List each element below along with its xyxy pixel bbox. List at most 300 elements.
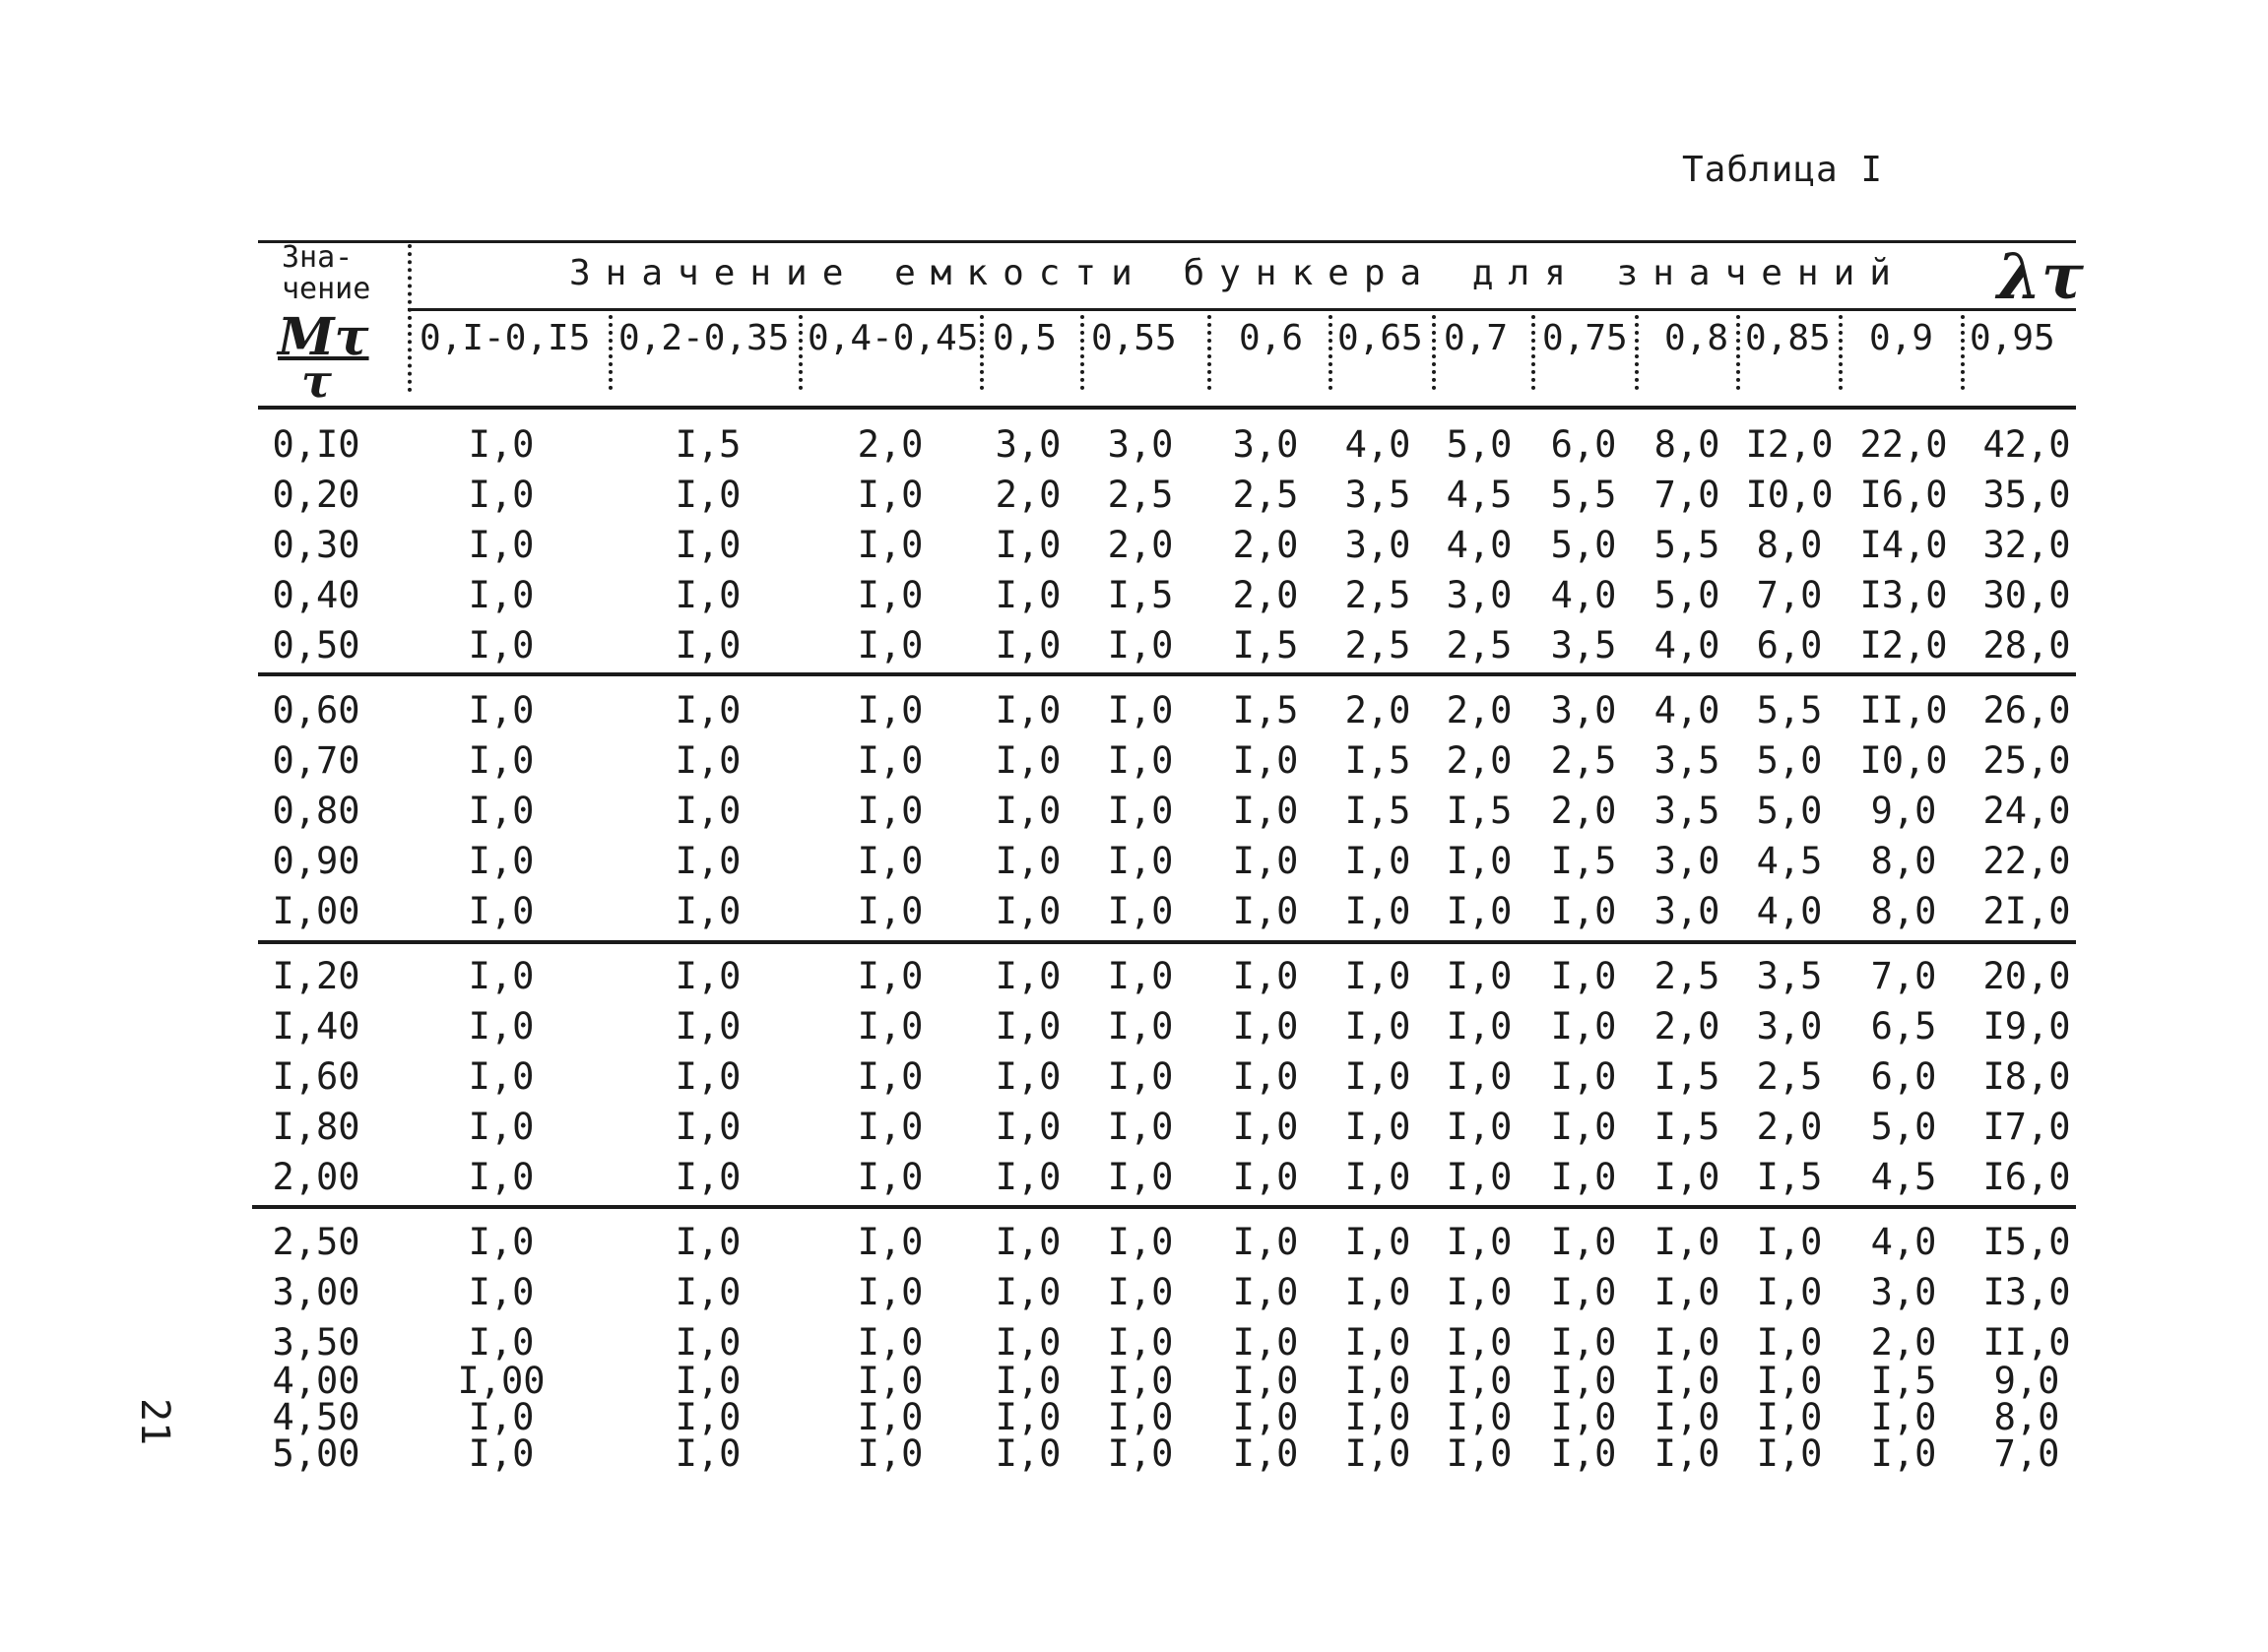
table-cell: 3,0 (1344, 524, 1411, 566)
table-cell: I6,0 (1982, 1156, 2071, 1198)
row-mt-value: 0,50 (272, 624, 360, 667)
table-cell: I2,0 (1745, 423, 1834, 466)
table-cell: I,5 (675, 423, 742, 466)
table-cell: 5,5 (1756, 689, 1823, 731)
table-cell: I,0 (1653, 1360, 1720, 1402)
table-cell: I,0 (1446, 1360, 1513, 1402)
table-cell: I,0 (1446, 955, 1513, 997)
table-cell: I,0 (468, 840, 535, 882)
table-cell: I,0 (468, 1055, 535, 1098)
table-cell: I,0 (1446, 1271, 1513, 1313)
table-cell: I,0 (1550, 1321, 1617, 1364)
table-cell: I,0 (1107, 1221, 1174, 1263)
table-cell: I,5 (1107, 574, 1174, 616)
table-cell: 2,5 (1344, 574, 1411, 616)
table-cell: 2,0 (995, 474, 1062, 516)
table-cell: I,0 (1344, 1055, 1411, 1098)
table-group-1 (258, 419, 2088, 670)
table-cell: I,5 (1653, 1106, 1720, 1148)
column-header-4: 0,5 (993, 318, 1058, 358)
row-mt-value: I,40 (272, 1005, 360, 1048)
table-row (258, 886, 2088, 936)
table-cell: 3,0 (1232, 423, 1299, 466)
table-cell: I,0 (1344, 840, 1411, 882)
table-cell: I,0 (1232, 1360, 1299, 1402)
table-cell: I3,0 (1982, 1271, 2071, 1313)
row-mt-value: 4,50 (272, 1396, 360, 1438)
table-cell: I,0 (1344, 1005, 1411, 1048)
table-row (258, 520, 2088, 570)
table-cell: I,0 (1232, 1221, 1299, 1263)
table-cell: I,0 (1446, 1221, 1513, 1263)
table-cell: I,0 (857, 790, 924, 832)
table-cell: I,5 (1344, 790, 1411, 832)
table-cell: 5,5 (1550, 474, 1617, 516)
table-cell: I,0 (1344, 1156, 1411, 1198)
table-cell: I,0 (1550, 1432, 1617, 1475)
table-row (258, 1102, 2088, 1152)
table-cell: II,0 (1859, 689, 1948, 731)
table-cell: 2,0 (1550, 790, 1617, 832)
table-group-2 (258, 685, 2088, 936)
table-cell: 2,0 (1653, 1005, 1720, 1048)
table-cell: 2,0 (1446, 739, 1513, 782)
table-cell: I,5 (1232, 624, 1299, 667)
table-cell: I,0 (1446, 1396, 1513, 1438)
row-mt-value: 0,20 (272, 474, 360, 516)
column-header-8: 0,7 (1444, 318, 1509, 358)
table-cell: I2,0 (1859, 624, 1948, 667)
table-cell: I,0 (1107, 1432, 1174, 1475)
table-cell: 3,0 (1756, 1005, 1823, 1048)
table-cell: I,0 (1446, 1156, 1513, 1198)
table-cell: 8,0 (1653, 423, 1720, 466)
column-header-11: 0,85 (1745, 318, 1831, 358)
table-cell: I,0 (857, 574, 924, 616)
table-cell: I,0 (995, 1360, 1062, 1402)
table-cell: 2,0 (1232, 524, 1299, 566)
table-cell: I,0 (857, 890, 924, 932)
table-cell: 4,0 (1653, 624, 1720, 667)
table-cell: I,0 (1870, 1396, 1937, 1438)
header-divider-5 (1207, 315, 1215, 390)
column-header-12: 0,9 (1869, 318, 1934, 358)
table-cell: I,0 (468, 1156, 535, 1198)
table-cell: I,0 (1653, 1221, 1720, 1263)
table-cell: I,0 (1653, 1321, 1720, 1364)
table-cell: I,0 (1550, 1221, 1617, 1263)
table-cell: I,0 (675, 1396, 742, 1438)
row-mt-value: 0,70 (272, 739, 360, 782)
table-cell: I,0 (468, 1221, 535, 1263)
table-cell: I,0 (995, 840, 1062, 882)
header-divider-6 (1328, 315, 1336, 390)
row-header-symbol-denominator: τ (301, 354, 332, 408)
table-cell: I,0 (1344, 1360, 1411, 1402)
table-cell: I,0 (675, 1005, 742, 1048)
table-cell: 3,0 (1107, 423, 1174, 466)
table-row (258, 836, 2088, 886)
table-cell: I,5 (1870, 1360, 1937, 1402)
table-cell: I,0 (1107, 790, 1174, 832)
table-cell: 4,0 (1653, 689, 1720, 731)
table-cell: I0,0 (1745, 474, 1834, 516)
table-cell: I,0 (468, 890, 535, 932)
table-row (258, 951, 2088, 1001)
header-divider-rowhead (408, 244, 416, 392)
table-cell: I,0 (468, 739, 535, 782)
header-divider-8 (1531, 315, 1539, 390)
header-divider-11 (1839, 315, 1847, 390)
table-cell: 5,0 (1870, 1106, 1937, 1148)
table-cell: I,0 (1107, 1005, 1174, 1048)
table-cell: 2,0 (1344, 689, 1411, 731)
row-mt-value: 4,00 (272, 1360, 360, 1402)
table-cell: I,0 (1344, 1106, 1411, 1148)
table-cell: I,0 (995, 1005, 1062, 1048)
table-cell: 5,0 (1756, 739, 1823, 782)
table-cell: I,0 (1232, 1396, 1299, 1438)
table-cell: I,0 (468, 474, 535, 516)
table-cell: 5,0 (1653, 574, 1720, 616)
table-cell: I,0 (1344, 1432, 1411, 1475)
table-cell: I,0 (1446, 840, 1513, 882)
header-divider-9 (1635, 315, 1643, 390)
table-cell: 7,0 (1653, 474, 1720, 516)
table-cell: I4,0 (1859, 524, 1948, 566)
table-cell: I,00 (457, 1360, 546, 1402)
table-cell: I,0 (1550, 1156, 1617, 1198)
table-cell: I,0 (1550, 955, 1617, 997)
table-row (258, 1363, 2088, 1399)
table-cell: I,0 (1232, 1321, 1299, 1364)
table-cell: 3,0 (995, 423, 1062, 466)
table-cell: I,0 (675, 474, 742, 516)
column-header-7: 0,65 (1337, 318, 1423, 358)
table-cell: I,0 (1232, 739, 1299, 782)
table-cell: I,0 (1107, 840, 1174, 882)
table-cell: I,0 (1653, 1396, 1720, 1438)
header-title-symbol: λτ (1997, 240, 2084, 314)
table-cell: I,0 (995, 739, 1062, 782)
table-cell: I,0 (675, 1321, 742, 1364)
table-cell: I,0 (1107, 1396, 1174, 1438)
table-cell: I8,0 (1982, 1055, 2071, 1098)
table-cell: I7,0 (1982, 1106, 2071, 1148)
table-cell: 2,5 (1344, 624, 1411, 667)
header-divider-7 (1432, 315, 1440, 390)
table-cell: I,0 (1550, 890, 1617, 932)
table-cell: I,0 (1344, 1271, 1411, 1313)
table-cell: 30,0 (1982, 574, 2071, 616)
table-cell: I,0 (675, 1271, 742, 1313)
table-cell: I,0 (1550, 1271, 1617, 1313)
table-row (258, 1051, 2088, 1102)
row-mt-value: I,60 (272, 1055, 360, 1098)
table-cell: 9,0 (1993, 1360, 2060, 1402)
table-cell: II,0 (1982, 1321, 2071, 1364)
table-row (258, 1001, 2088, 1051)
table-cell: I,0 (857, 955, 924, 997)
table-cell: I,0 (1232, 890, 1299, 932)
group-separator-2 (258, 940, 2076, 944)
table-cell: I,0 (857, 1321, 924, 1364)
table-cell: 4,0 (1756, 890, 1823, 932)
table-cell: 42,0 (1982, 423, 2071, 466)
row-header-label (282, 242, 390, 305)
table-cell: I,0 (675, 739, 742, 782)
row-mt-value: 5,00 (272, 1432, 360, 1475)
table-cell: 35,0 (1982, 474, 2071, 516)
table-cell: I,0 (1756, 1432, 1823, 1475)
column-header-9: 0,75 (1542, 318, 1628, 358)
table-cell: I,0 (1756, 1271, 1823, 1313)
table-cell: I,0 (1107, 1360, 1174, 1402)
table-cell: I,0 (995, 624, 1062, 667)
table-cell: I,0 (1232, 1106, 1299, 1148)
table-cell: 6,5 (1870, 1005, 1937, 1048)
table-cell: I,0 (1232, 1005, 1299, 1048)
table-cell: 6,0 (1870, 1055, 1937, 1098)
table-cell: 8,0 (1870, 840, 1937, 882)
table-cell: 28,0 (1982, 624, 2071, 667)
table-cell: I,0 (1446, 1055, 1513, 1098)
table-cell: I,0 (1446, 1321, 1513, 1364)
table-cell: 24,0 (1982, 790, 2071, 832)
table-cell: 9,0 (1870, 790, 1937, 832)
table-cell: 7,0 (1870, 955, 1937, 997)
table-cell: I,0 (1232, 1055, 1299, 1098)
table-cell: I,0 (675, 624, 742, 667)
header-divider-12 (1961, 315, 1969, 390)
table-cell: I,0 (468, 574, 535, 616)
row-mt-value: I,00 (272, 890, 360, 932)
table-cell: I,0 (675, 790, 742, 832)
table-cell: 5,0 (1756, 790, 1823, 832)
group-separator-1 (258, 672, 2076, 676)
row-header-symbol-numerator: Mτ (278, 307, 369, 367)
row-mt-value: I,20 (272, 955, 360, 997)
table-cell: I,0 (1344, 1321, 1411, 1364)
table-cell: I,0 (1550, 1055, 1617, 1098)
table-cell: 3,0 (1550, 689, 1617, 731)
table-cell: 8,0 (1870, 890, 1937, 932)
table-cell: 2,0 (1870, 1321, 1937, 1364)
column-header-10: 0,8 (1664, 318, 1729, 358)
table-cell: I,0 (1446, 1106, 1513, 1148)
table-cell: I,0 (675, 1360, 742, 1402)
table-cell: I,0 (1344, 890, 1411, 932)
table-group-3 (258, 951, 2088, 1202)
table-cell: I,0 (995, 1221, 1062, 1263)
table-cell: 2,5 (1446, 624, 1513, 667)
page-number: 21 (132, 1398, 177, 1446)
table-cell: I,0 (675, 955, 742, 997)
table-cell: I,0 (995, 955, 1062, 997)
header-divider-1 (609, 315, 616, 390)
table-cell: I,0 (1107, 689, 1174, 731)
table-cell: I,0 (857, 1106, 924, 1148)
table-cell: I,0 (995, 1055, 1062, 1098)
table-cell: 22,0 (1982, 840, 2071, 882)
table-cell: I,0 (857, 1221, 924, 1263)
table-caption: Таблица I (1682, 150, 1884, 190)
row-header-label-line1: Зна- (282, 240, 354, 275)
row-header-label-line2: чение (282, 272, 371, 306)
table-cell: I,0 (1756, 1396, 1823, 1438)
table-cell: 4,0 (1550, 574, 1617, 616)
table-cell: I,0 (468, 423, 535, 466)
table-cell: 2I,0 (1982, 890, 2071, 932)
table-cell: I,0 (995, 524, 1062, 566)
table-cell: I,0 (1344, 1396, 1411, 1438)
header-divider-2 (799, 315, 807, 390)
table-cell: I,0 (468, 790, 535, 832)
table-cell: 3,5 (1756, 955, 1823, 997)
table-cell: I,0 (675, 890, 742, 932)
table-cell: I,0 (675, 1432, 742, 1475)
table-cell: I,0 (675, 689, 742, 731)
table-cell: I,0 (675, 840, 742, 882)
table-cell: I,5 (1446, 790, 1513, 832)
table-cell: 25,0 (1982, 739, 2071, 782)
table-cell: I,0 (857, 1432, 924, 1475)
table-cell: 4,0 (1870, 1221, 1937, 1263)
table-cell: I,0 (468, 624, 535, 667)
table-cell: I,0 (857, 524, 924, 566)
row-mt-value: 0,80 (272, 790, 360, 832)
row-mt-value: 3,00 (272, 1271, 360, 1313)
table-cell: 4,0 (1446, 524, 1513, 566)
table-cell: I,0 (995, 1396, 1062, 1438)
table-cell: I,0 (857, 840, 924, 882)
table-cell: I,0 (1653, 1156, 1720, 1198)
table-cell: 5,0 (1550, 524, 1617, 566)
table-cell: I,0 (1550, 1360, 1617, 1402)
table-cell: I,0 (1232, 790, 1299, 832)
table-cell: I,0 (1107, 739, 1174, 782)
table-cell: I,0 (857, 624, 924, 667)
table-cell: 2,0 (1446, 689, 1513, 731)
table-cell: I,0 (1446, 890, 1513, 932)
table-row (258, 1435, 2088, 1472)
table-cell: I,0 (1107, 955, 1174, 997)
group-separator-3 (252, 1205, 2076, 1209)
table-cell: 20,0 (1982, 955, 2071, 997)
column-header-2: 0,2-0,35 (618, 318, 790, 358)
table-cell: I,0 (1756, 1360, 1823, 1402)
table-cell: I,0 (995, 790, 1062, 832)
table-cell: 2,0 (1756, 1106, 1823, 1148)
table-cell: 3,0 (1653, 890, 1720, 932)
table-cell: I,0 (675, 1156, 742, 1198)
table-cell: I,0 (1107, 890, 1174, 932)
table-cell: 2,0 (857, 423, 924, 466)
table-cell: I,0 (995, 1321, 1062, 1364)
table-cell: I,0 (1550, 1396, 1617, 1438)
title-underline-rule (408, 308, 2076, 311)
table-cell: I,0 (857, 1271, 924, 1313)
table-cell: I,0 (1653, 1271, 1720, 1313)
row-mt-value: 0,60 (272, 689, 360, 731)
row-mt-value: I,80 (272, 1106, 360, 1148)
table-cell: 2,5 (1550, 739, 1617, 782)
table-cell: I,0 (995, 1156, 1062, 1198)
table-cell: I,0 (468, 955, 535, 997)
table-cell: 8,0 (1993, 1396, 2060, 1438)
table-cell: 8,0 (1756, 524, 1823, 566)
table-cell: 2,5 (1232, 474, 1299, 516)
table-row (258, 1399, 2088, 1435)
table-cell: 26,0 (1982, 689, 2071, 731)
table-top-rule (258, 240, 2076, 243)
table-cell: 4,5 (1870, 1156, 1937, 1198)
table-cell: 3,5 (1550, 624, 1617, 667)
table-cell: 4,0 (1344, 423, 1411, 466)
table-cell: I,0 (1344, 1221, 1411, 1263)
table-cell: I,0 (1107, 1321, 1174, 1364)
table-cell: 2,0 (1107, 524, 1174, 566)
table-cell: I9,0 (1982, 1005, 2071, 1048)
table-cell: I,0 (1446, 1005, 1513, 1048)
table-cell: 2,5 (1107, 474, 1174, 516)
table-cell: I,0 (857, 1156, 924, 1198)
table-cell: I,0 (995, 1106, 1062, 1148)
table-cell: I,0 (857, 1005, 924, 1048)
table-cell: 3,0 (1870, 1271, 1937, 1313)
table-cell: I,0 (1107, 1106, 1174, 1148)
column-header-6: 0,6 (1239, 318, 1304, 358)
table-cell: 5,0 (1446, 423, 1513, 466)
table-row (258, 470, 2088, 520)
table-cell: 4,5 (1446, 474, 1513, 516)
table-row (258, 685, 2088, 735)
table-cell: I,0 (675, 1106, 742, 1148)
row-mt-value: 0,40 (272, 574, 360, 616)
table-cell: 2,5 (1653, 955, 1720, 997)
table-cell: I,0 (995, 890, 1062, 932)
table-cell: 2,5 (1756, 1055, 1823, 1098)
table-cell: I,0 (468, 1005, 535, 1048)
row-mt-value: 0,I0 (272, 423, 360, 466)
table-cell: I3,0 (1859, 574, 1948, 616)
table-cell: I,0 (1232, 1271, 1299, 1313)
table-cell: I,0 (857, 1360, 924, 1402)
table-cell: I,0 (1107, 1055, 1174, 1098)
table-cell: I,0 (1550, 1106, 1617, 1148)
row-mt-value: 0,30 (272, 524, 360, 566)
table-cell: I,0 (1232, 840, 1299, 882)
table-cell: 3,0 (1446, 574, 1513, 616)
table-cell: 2,0 (1232, 574, 1299, 616)
table-cell: I,0 (857, 739, 924, 782)
table-row (258, 1267, 2088, 1317)
table-row (258, 786, 2088, 836)
table-cell: 3,0 (1653, 840, 1720, 882)
table-cell: I,5 (1232, 689, 1299, 731)
table-cell: I,0 (468, 1396, 535, 1438)
table-cell: I,0 (675, 1055, 742, 1098)
table-row (258, 620, 2088, 670)
table-cell: I,0 (675, 1221, 742, 1263)
table-cell: I,5 (1756, 1156, 1823, 1198)
table-cell: I,0 (1107, 1156, 1174, 1198)
table-cell: I,0 (995, 1271, 1062, 1313)
table-cell: I,0 (468, 1432, 535, 1475)
column-header-5: 0,55 (1091, 318, 1177, 358)
table-cell: I0,0 (1859, 739, 1948, 782)
table-cell: I,0 (675, 574, 742, 616)
